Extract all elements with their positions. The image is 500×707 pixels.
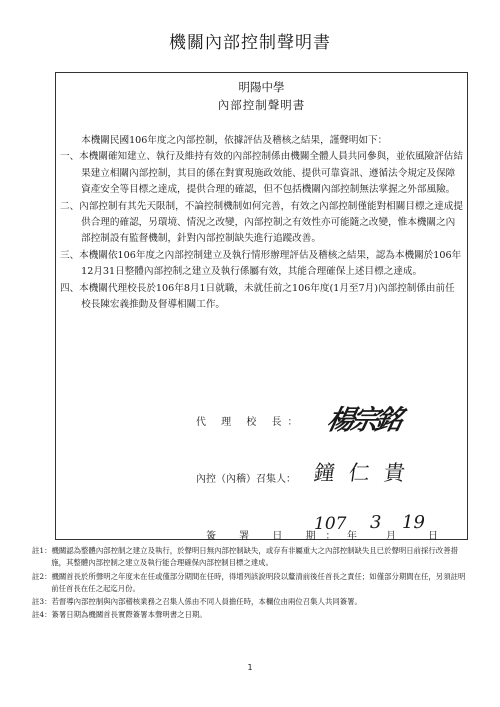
principal-signature: 楊宗銘 <box>324 405 403 436</box>
date-label: 簽 署 日 期： <box>206 531 346 542</box>
footnotes <box>32 545 472 623</box>
footnote-1: 註1：機關認為整體內部控制之建立及執行，於聲明日無內部控制缺失，或存有非屬重大之內部控制缺失且已於聲明日前採行改善措施，其整體內部控制之建立及執行能合理確保內部控制目標之達成。 <box>32 546 458 568</box>
inner-title: 內部控制聲明書 <box>217 98 306 112</box>
date-year-handwritten: 107 <box>314 514 347 534</box>
statement-item-2: 二、內部控制有其先天限制，不論控制機制如何完善，有效之內部控制僅能對相關目標之達成提供合理的確認，另環境、情況之改變，內部控制之有效性亦可能隨之改變，惟本機關之內部控制設有監督機制，針對內部控制缺失進行追蹤改善。 <box>60 200 463 245</box>
school-name: 明陽中學 <box>238 80 285 94</box>
statement-item-3: 三、本機關依106年度之內部控制建立及執行情形辦理評估及稽核之結果，認為本機關於106年12月31日整體內部控制之建立及執行係屬有效，其能合理確保上述目標之達成。 <box>60 249 462 278</box>
document-title: 機關內部控制聲明書 <box>169 33 331 53</box>
footnote-4: 註4：簽署日期為機關首長實際簽署本聲明書之日期。 <box>32 610 207 620</box>
footnote-3: 註3：若督導內部控制與內部稽核業務之召集人係由不同人員擔任時，本欄位由兩位召集人共同簽署。 <box>32 597 362 607</box>
statement-item-1: 一、本機關確知建立、執行及維持有效的內部控制係由機關全體人員共同參與，並依風險評估結果建立相關內部控制，其目的係在對實現施政效能、提供可靠資訊、遵循法令規定及保障資產安全等目標之達成，提供合理的確認，但不包括機關內部控制無法掌握之外部風險。 <box>60 151 463 196</box>
date-day-unit: 日 <box>428 531 438 542</box>
statement-item-4: 四、本機關代理校長於106年8月1日就職，未就任前之106年度(1月至7月)內部控制係由前任校長陳宏義推動及督導相關工作。 <box>60 282 455 311</box>
date-month-unit: 月 <box>386 531 396 542</box>
intro-paragraph: 本機關民國106年度之內部控制，依據評估及稽核之結果，謹聲明如下： <box>81 135 388 146</box>
footnote-2: 註2：機關首長於所聲明之年度未在任或僅部分期間在任時，得增列該說明段以釐清前後任首長之責任；如僅部分期間在任，另須註明前任首長在任之起迄月份。 <box>32 571 466 593</box>
date-day-handwritten: 19 <box>402 512 425 533</box>
statement-body <box>60 133 464 313</box>
principal-label: 代 理 校 長： <box>196 417 304 428</box>
convener-signature: 鐘仁貴 <box>312 461 421 485</box>
date-month-handwritten: 3 <box>370 512 382 533</box>
convener-signature-row <box>196 470 296 485</box>
principal-signature-row <box>196 413 304 428</box>
convener-label: 內控（內稽）召集人： <box>196 474 296 485</box>
date-year-unit: 年 <box>347 531 357 542</box>
page-number: 1 <box>247 663 253 672</box>
statement-frame <box>55 72 468 540</box>
